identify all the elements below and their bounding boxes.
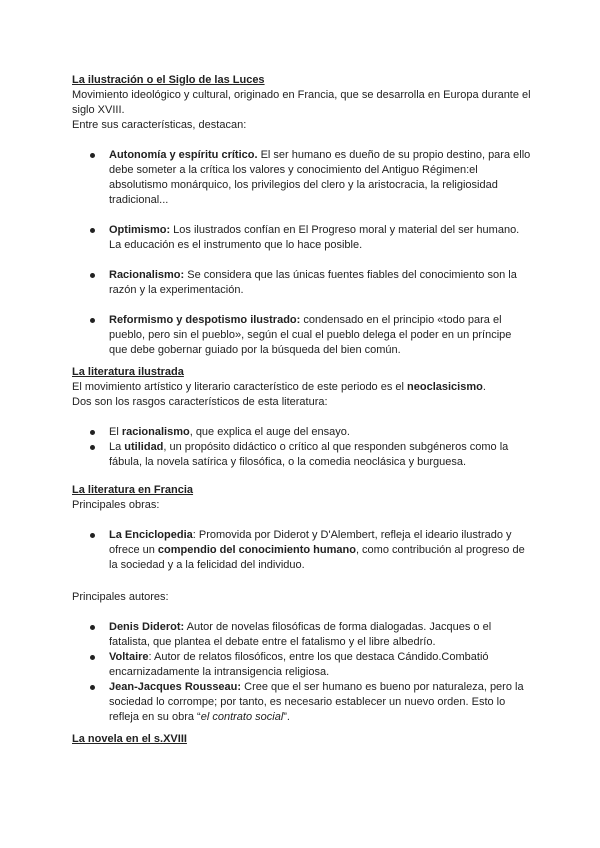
bold-term: compendio del conocimiento humano xyxy=(157,544,356,556)
list-item xyxy=(72,620,532,650)
obras-label: Principales obras: xyxy=(72,499,160,511)
bold-term: La Enciclopedia xyxy=(109,529,193,541)
autores-list xyxy=(72,620,532,725)
paragraph xyxy=(72,380,532,395)
text: Cree que el ser humano es bueno por naturaleza, pero la sociedad lo corrompe; por tanto, es necesario establecer un nuevo orden. Esto lo refleja en su obra “ xyxy=(109,681,524,723)
item-term: Autonomía y espíritu crítico. xyxy=(109,149,258,161)
text: El xyxy=(109,426,122,438)
text: Autor de novelas filosóficas de forma dialogadas. Jacques o el fatalista, que plantea el debate entre el fatalismo y el libre albedrío. xyxy=(109,621,492,648)
list-item xyxy=(72,425,532,440)
bold-term: utilidad xyxy=(124,441,164,453)
autores-label: Principales autores: xyxy=(72,591,169,603)
intro-lead: Entre sus características, destacan: xyxy=(72,119,247,131)
text: . xyxy=(482,381,486,393)
item-text: El ser humano es dueño de su propio destino, para ello debe someter a la crítica los valores y conocimiento del Antiguo Régimen:el absolutismo monárquico, los privilegios del clero y la aristocracia, la religiosidad tradicional... xyxy=(109,149,531,206)
section-literatura-ilustrada xyxy=(72,365,532,470)
bold-term: Denis Diderot: xyxy=(109,621,185,633)
list-item xyxy=(72,268,532,298)
obras-list xyxy=(72,528,532,573)
item-term: Optimismo: xyxy=(109,224,171,236)
text: , como contribución al progreso de la sociedad y a la felicidad del individuo. xyxy=(109,544,525,571)
italic-title: el contrato social xyxy=(200,711,284,723)
list-item xyxy=(72,440,532,470)
traits-list xyxy=(72,425,532,470)
item-text: condensado en el principio «todo para el pueblo, pero sin el pueblo», según el cual el pueblo delega el poder en un príncipe que debe gobernar guiado por la búsqueda del bien común. xyxy=(109,314,512,356)
text: ”. xyxy=(283,711,290,723)
list-item xyxy=(72,148,532,208)
bold-term: Jean-Jacques Rousseau: xyxy=(109,681,242,693)
section-ilustracion xyxy=(72,73,532,358)
section-heading: La novela en el s.XVIII xyxy=(72,733,187,745)
list-item xyxy=(72,223,532,253)
section-heading: La literatura en Francia xyxy=(72,484,194,496)
bold-term: racionalismo xyxy=(121,426,190,438)
item-term: Reformismo y despotismo ilustrado: xyxy=(109,314,301,326)
item-text: Los ilustrados confían en El Progreso moral y material del ser humano. La educación es el instrumento que lo hace posible. xyxy=(109,224,520,251)
text: , un propósito didáctico o crítico al que responden subgéneros como la fábula, la novela satírica y filosófica, o la comedia neoclásica y burguesa. xyxy=(109,441,509,468)
characteristics-list xyxy=(72,148,532,358)
section-literatura-francia xyxy=(72,483,532,725)
list-item xyxy=(72,528,532,573)
list-item xyxy=(72,650,532,680)
bold-term: Voltaire xyxy=(109,651,149,663)
text: La xyxy=(109,441,125,453)
text: : Autor de relatos filosóficos, entre los que destaca Cándido.Combatió encarnizadamente la intransigencia religiosa. xyxy=(109,651,489,678)
item-term: Racionalismo: xyxy=(109,269,185,281)
text: , que explica el auge del ensayo. xyxy=(189,426,350,438)
section-novela xyxy=(72,732,532,747)
list-item xyxy=(72,680,532,725)
section-heading: La ilustración o el Siglo de las Luces xyxy=(72,74,265,86)
text: : Promovida por Diderot y D'Alembert, refleja el ideario ilustrado y ofrece un xyxy=(109,529,512,556)
paragraph: Dos son los rasgos característicos de esta literatura: xyxy=(72,396,328,408)
section-heading: La literatura ilustrada xyxy=(72,366,184,378)
text: El movimiento artístico y literario característico de este periodo es el xyxy=(72,381,408,393)
bold-term: neoclasicismo xyxy=(407,381,483,393)
list-item xyxy=(72,313,532,358)
item-text: Se considera que las únicas fuentes fiables del conocimiento son la razón y la experimentación. xyxy=(109,269,517,296)
intro-paragraph: Movimiento ideológico y cultural, originado en Francia, que se desarrolla en Europa durante el siglo XVIII. xyxy=(72,89,531,116)
